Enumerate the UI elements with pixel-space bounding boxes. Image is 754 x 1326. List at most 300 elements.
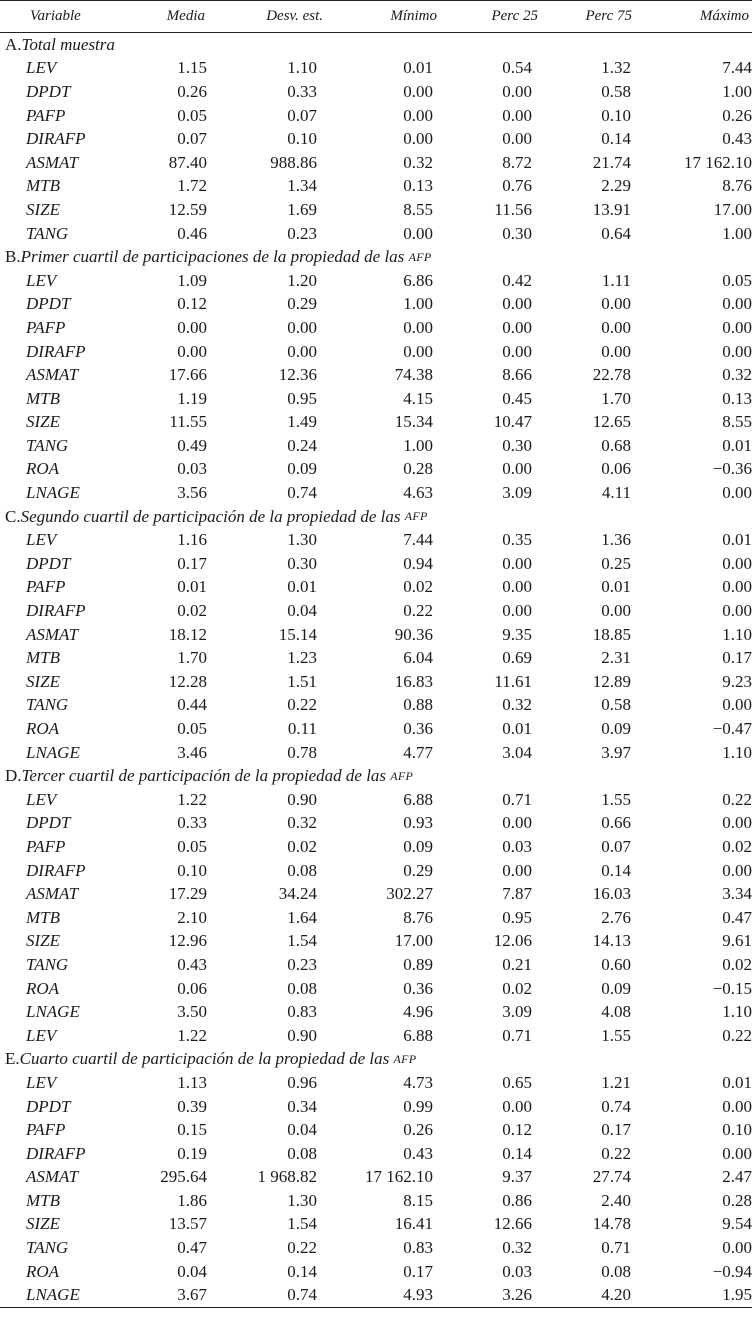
section-title-abbrev: AFP bbox=[404, 509, 428, 524]
header-desv-est: Desv. est. bbox=[266, 8, 323, 24]
cell-desv-est: 0.78 bbox=[287, 742, 317, 762]
cell-minimo: 4.63 bbox=[403, 483, 433, 503]
cell-variable: PAFP bbox=[26, 577, 66, 597]
cell-perc-25: 0.00 bbox=[502, 105, 532, 125]
cell-desv-est: 0.08 bbox=[287, 860, 317, 880]
cell-media: 1.86 bbox=[177, 1190, 207, 1210]
cell-desv-est: 0.74 bbox=[287, 483, 317, 503]
cell-desv-est: 1.10 bbox=[287, 58, 317, 78]
cell-variable: SIZE bbox=[26, 671, 60, 691]
cell-desv-est: 0.23 bbox=[287, 954, 317, 974]
cell-minimo: 4.73 bbox=[403, 1072, 433, 1092]
cell-variable: LNAGE bbox=[26, 1285, 80, 1305]
cell-maximo: 3.34 bbox=[722, 884, 752, 904]
cell-perc-25: 0.65 bbox=[502, 1072, 532, 1092]
table-row bbox=[0, 434, 752, 458]
cell-desv-est: 1 968.82 bbox=[257, 1167, 317, 1187]
cell-perc-75: 12.65 bbox=[592, 412, 631, 432]
cell-media: 0.00 bbox=[177, 341, 207, 361]
section-heading bbox=[0, 1048, 752, 1072]
cell-desv-est: 0.23 bbox=[287, 223, 317, 243]
header-row bbox=[0, 1, 752, 32]
cell-perc-25: 9.35 bbox=[502, 624, 532, 644]
cell-maximo: −0.15 bbox=[712, 978, 752, 998]
cell-perc-25: 0.12 bbox=[502, 1120, 532, 1140]
cell-maximo: 0.32 bbox=[722, 365, 752, 385]
cell-variable: ASMAT bbox=[26, 624, 79, 644]
cell-perc-75: 1.36 bbox=[601, 530, 631, 550]
cell-desv-est: 0.09 bbox=[287, 459, 317, 479]
section-title-abbrev: AFP bbox=[408, 249, 432, 264]
cell-perc-75: 1.55 bbox=[601, 789, 631, 809]
cell-maximo: −0.36 bbox=[712, 459, 752, 479]
cell-desv-est: 0.96 bbox=[287, 1072, 317, 1092]
table-row bbox=[0, 411, 752, 435]
cell-maximo: 1.95 bbox=[722, 1285, 752, 1305]
cell-minimo: 17.00 bbox=[394, 931, 433, 951]
cell-desv-est: 0.07 bbox=[287, 105, 317, 125]
cell-media: 0.01 bbox=[177, 577, 207, 597]
cell-maximo: 0.00 bbox=[722, 695, 752, 715]
cell-perc-75: 0.00 bbox=[601, 317, 631, 337]
section-letter: C. bbox=[5, 506, 21, 526]
cell-perc-25: 0.30 bbox=[502, 223, 532, 243]
cell-perc-75: 1.70 bbox=[601, 388, 631, 408]
cell-media: 1.19 bbox=[177, 388, 207, 408]
cell-variable: LNAGE bbox=[26, 742, 80, 762]
cell-perc-25: 0.76 bbox=[502, 176, 532, 196]
cell-desv-est: 0.08 bbox=[287, 978, 317, 998]
cell-minimo: 0.17 bbox=[403, 1261, 433, 1281]
cell-maximo: 0.00 bbox=[722, 601, 752, 621]
cell-maximo: 0.00 bbox=[722, 813, 752, 833]
cell-perc-75: 0.07 bbox=[601, 836, 631, 856]
cell-media: 3.67 bbox=[177, 1285, 207, 1305]
header-variable: Variable bbox=[30, 8, 81, 24]
cell-minimo: 0.28 bbox=[403, 459, 433, 479]
cell-minimo: 0.94 bbox=[403, 553, 433, 573]
cell-variable: SIZE bbox=[26, 199, 60, 219]
table-row bbox=[0, 812, 752, 836]
cell-perc-75: 0.60 bbox=[601, 954, 631, 974]
cell-media: 3.56 bbox=[177, 483, 207, 503]
cell-desv-est: 0.04 bbox=[287, 1120, 317, 1140]
cell-desv-est: 1.30 bbox=[287, 1190, 317, 1210]
table-row bbox=[0, 340, 752, 364]
cell-perc-25: 0.03 bbox=[502, 836, 532, 856]
cell-maximo: 0.00 bbox=[722, 483, 752, 503]
cell-minimo: 1.00 bbox=[403, 294, 433, 314]
cell-perc-75: 22.78 bbox=[592, 365, 631, 385]
table-row bbox=[0, 835, 752, 859]
table-row bbox=[0, 906, 752, 930]
cell-perc-25: 0.03 bbox=[502, 1261, 532, 1281]
section-title: Tercer cuartil de participación de la propiedad de las bbox=[21, 766, 391, 786]
table-row bbox=[0, 1213, 752, 1237]
table-body bbox=[0, 33, 752, 1307]
table-row bbox=[0, 198, 752, 222]
cell-variable: PAFP bbox=[26, 105, 66, 125]
cell-perc-25: 12.06 bbox=[493, 931, 532, 951]
cell-perc-25: 0.00 bbox=[502, 294, 532, 314]
table-row bbox=[0, 1095, 752, 1119]
cell-desv-est: 0.04 bbox=[287, 601, 317, 621]
cell-media: 0.44 bbox=[177, 695, 207, 715]
cell-variable: DPDT bbox=[26, 553, 71, 573]
cell-perc-75: 1.21 bbox=[601, 1072, 631, 1092]
cell-media: 0.17 bbox=[177, 553, 207, 573]
cell-variable: MTB bbox=[26, 176, 60, 196]
cell-maximo: 17.00 bbox=[713, 199, 752, 219]
table-row bbox=[0, 269, 752, 293]
cell-minimo: 0.00 bbox=[403, 129, 433, 149]
cell-desv-est: 0.14 bbox=[287, 1261, 317, 1281]
cell-minimo: 16.41 bbox=[394, 1214, 433, 1234]
cell-desv-est: 0.22 bbox=[287, 695, 317, 715]
cell-desv-est: 0.29 bbox=[287, 294, 317, 314]
cell-media: 0.47 bbox=[177, 1238, 207, 1258]
cell-media: 12.59 bbox=[168, 199, 207, 219]
cell-minimo: 0.36 bbox=[403, 978, 433, 998]
cell-media: 2.10 bbox=[177, 907, 207, 927]
cell-maximo: 1.00 bbox=[722, 81, 752, 101]
cell-maximo: 17 162.10 bbox=[684, 152, 752, 172]
table-row bbox=[0, 646, 752, 670]
cell-perc-75: 0.14 bbox=[601, 860, 631, 880]
cell-media: 12.28 bbox=[168, 671, 207, 691]
cell-variable: DIRAFP bbox=[26, 860, 86, 880]
cell-variable: LNAGE bbox=[26, 483, 80, 503]
table-row bbox=[0, 363, 752, 387]
cell-minimo: 0.29 bbox=[403, 860, 433, 880]
cell-perc-75: 2.40 bbox=[601, 1190, 631, 1210]
cell-desv-est: 1.30 bbox=[287, 530, 317, 550]
cell-minimo: 6.04 bbox=[403, 648, 433, 668]
table-row bbox=[0, 788, 752, 812]
cell-variable: SIZE bbox=[26, 412, 60, 432]
cell-media: 12.96 bbox=[168, 931, 207, 951]
cell-minimo: 8.15 bbox=[403, 1190, 433, 1210]
section-title: Primer cuartil de participaciones de la propiedad de las bbox=[20, 247, 409, 267]
cell-perc-25: 0.14 bbox=[502, 1143, 532, 1163]
cell-minimo: 0.43 bbox=[403, 1143, 433, 1163]
cell-variable: TANG bbox=[26, 223, 69, 243]
table-row bbox=[0, 717, 752, 741]
cell-perc-25: 0.00 bbox=[502, 860, 532, 880]
cell-perc-75: 2.31 bbox=[601, 648, 631, 668]
cell-minimo: 0.00 bbox=[403, 105, 433, 125]
cell-minimo: 4.93 bbox=[403, 1285, 433, 1305]
cell-minimo: 0.13 bbox=[403, 176, 433, 196]
cell-perc-25: 3.09 bbox=[502, 483, 532, 503]
cell-maximo: 0.00 bbox=[722, 1096, 752, 1116]
cell-media: 0.02 bbox=[177, 601, 207, 621]
cell-media: 13.57 bbox=[168, 1214, 207, 1234]
cell-desv-est: 0.02 bbox=[287, 836, 317, 856]
cell-minimo: 6.86 bbox=[403, 270, 433, 290]
table-row bbox=[0, 1189, 752, 1213]
cell-desv-est: 0.74 bbox=[287, 1285, 317, 1305]
cell-media: 0.05 bbox=[177, 105, 207, 125]
cell-media: 1.15 bbox=[177, 58, 207, 78]
cell-minimo: 4.77 bbox=[403, 742, 433, 762]
cell-perc-25: 0.69 bbox=[502, 648, 532, 668]
cell-perc-75: 2.76 bbox=[601, 907, 631, 927]
cell-perc-25: 0.00 bbox=[502, 341, 532, 361]
cell-maximo: 0.13 bbox=[722, 388, 752, 408]
section-heading bbox=[0, 505, 752, 529]
cell-perc-75: 14.78 bbox=[592, 1214, 631, 1234]
table-row bbox=[0, 623, 752, 647]
cell-maximo: 0.43 bbox=[722, 129, 752, 149]
cell-maximo: 1.10 bbox=[722, 742, 752, 762]
cell-minimo: 4.15 bbox=[403, 388, 433, 408]
cell-maximo: 0.00 bbox=[722, 1238, 752, 1258]
table-row bbox=[0, 1283, 752, 1307]
cell-perc-25: 0.01 bbox=[502, 719, 532, 739]
cell-perc-25: 0.42 bbox=[502, 270, 532, 290]
cell-desv-est: 0.95 bbox=[287, 388, 317, 408]
cell-perc-25: 9.37 bbox=[502, 1167, 532, 1187]
cell-media: 295.64 bbox=[160, 1167, 207, 1187]
cell-desv-est: 0.22 bbox=[287, 1238, 317, 1258]
section-heading bbox=[0, 33, 752, 57]
cell-minimo: 16.83 bbox=[394, 671, 433, 691]
cell-media: 0.06 bbox=[177, 978, 207, 998]
cell-minimo: 15.34 bbox=[394, 412, 433, 432]
cell-perc-25: 0.02 bbox=[502, 978, 532, 998]
cell-desv-est: 12.36 bbox=[278, 365, 317, 385]
cell-perc-25: 0.30 bbox=[502, 435, 532, 455]
cell-perc-75: 0.14 bbox=[601, 129, 631, 149]
header-media: Media bbox=[166, 8, 205, 24]
cell-maximo: 0.00 bbox=[722, 860, 752, 880]
cell-perc-75: 0.09 bbox=[601, 978, 631, 998]
cell-media: 0.03 bbox=[177, 459, 207, 479]
cell-media: 1.72 bbox=[177, 176, 207, 196]
table-row bbox=[0, 316, 752, 340]
cell-desv-est: 0.00 bbox=[287, 317, 317, 337]
cell-media: 0.15 bbox=[177, 1120, 207, 1140]
cell-desv-est: 1.34 bbox=[287, 176, 317, 196]
cell-variable: MTB bbox=[26, 388, 60, 408]
cell-media: 11.55 bbox=[169, 412, 207, 432]
cell-maximo: 0.00 bbox=[722, 341, 752, 361]
cell-variable: LEV bbox=[26, 530, 57, 550]
cell-variable: TANG bbox=[26, 695, 69, 715]
cell-desv-est: 0.30 bbox=[287, 553, 317, 573]
cell-perc-25: 3.09 bbox=[502, 1002, 532, 1022]
cell-perc-75: 14.13 bbox=[592, 931, 631, 951]
cell-maximo: −0.47 bbox=[712, 719, 752, 739]
cell-desv-est: 1.49 bbox=[287, 412, 317, 432]
cell-minimo: 90.36 bbox=[394, 624, 433, 644]
cell-variable: DIRAFP bbox=[26, 601, 86, 621]
cell-perc-75: 0.25 bbox=[601, 553, 631, 573]
cell-media: 0.04 bbox=[177, 1261, 207, 1281]
section-heading bbox=[0, 764, 752, 788]
cell-minimo: 0.88 bbox=[403, 695, 433, 715]
cell-media: 17.29 bbox=[168, 884, 207, 904]
cell-perc-25: 0.00 bbox=[502, 129, 532, 149]
cell-minimo: 0.09 bbox=[403, 836, 433, 856]
table-row bbox=[0, 387, 752, 411]
cell-variable: LEV bbox=[26, 1072, 57, 1092]
bottom-rule bbox=[0, 1307, 752, 1308]
cell-media: 1.16 bbox=[177, 530, 207, 550]
cell-minimo: 0.32 bbox=[403, 152, 433, 172]
table-row bbox=[0, 1236, 752, 1260]
cell-perc-75: 27.74 bbox=[592, 1167, 631, 1187]
cell-minimo: 0.22 bbox=[403, 601, 433, 621]
cell-perc-25: 0.32 bbox=[502, 695, 532, 715]
table-row bbox=[0, 670, 752, 694]
cell-perc-25: 0.32 bbox=[502, 1238, 532, 1258]
cell-maximo: 0.00 bbox=[722, 577, 752, 597]
cell-desv-est: 0.32 bbox=[287, 813, 317, 833]
cell-perc-75: 0.00 bbox=[601, 341, 631, 361]
cell-media: 0.05 bbox=[177, 836, 207, 856]
cell-media: 17.66 bbox=[168, 365, 207, 385]
section-heading bbox=[0, 245, 752, 269]
cell-media: 3.50 bbox=[177, 1002, 207, 1022]
cell-variable: LNAGE bbox=[26, 1002, 80, 1022]
cell-maximo: 8.76 bbox=[722, 176, 752, 196]
cell-maximo: 7.44 bbox=[722, 58, 752, 78]
cell-desv-est: 1.69 bbox=[287, 199, 317, 219]
cell-media: 1.09 bbox=[177, 270, 207, 290]
cell-media: 0.10 bbox=[177, 860, 207, 880]
cell-perc-75: 13.91 bbox=[592, 199, 631, 219]
cell-variable: LEV bbox=[26, 1025, 57, 1045]
table-row bbox=[0, 953, 752, 977]
cell-perc-25: 0.86 bbox=[502, 1190, 532, 1210]
table-row bbox=[0, 977, 752, 1001]
cell-perc-75: 4.08 bbox=[601, 1002, 631, 1022]
cell-perc-75: 16.03 bbox=[592, 884, 631, 904]
cell-minimo: 0.00 bbox=[403, 223, 433, 243]
cell-perc-25: 0.00 bbox=[502, 459, 532, 479]
cell-desv-est: 1.54 bbox=[287, 931, 317, 951]
cell-desv-est: 1.20 bbox=[287, 270, 317, 290]
cell-maximo: 0.00 bbox=[722, 1143, 752, 1163]
cell-perc-25: 10.47 bbox=[493, 412, 532, 432]
cell-variable: TANG bbox=[26, 435, 69, 455]
cell-minimo: 0.00 bbox=[403, 341, 433, 361]
cell-perc-75: 2.29 bbox=[601, 176, 631, 196]
table-row bbox=[0, 694, 752, 718]
cell-perc-25: 0.00 bbox=[502, 553, 532, 573]
cell-perc-25: 11.61 bbox=[494, 671, 532, 691]
cell-variable: DPDT bbox=[26, 1096, 71, 1116]
cell-minimo: 6.88 bbox=[403, 789, 433, 809]
cell-perc-75: 0.66 bbox=[601, 813, 631, 833]
cell-perc-25: 0.00 bbox=[502, 577, 532, 597]
section-letter: B. bbox=[5, 247, 21, 267]
cell-perc-25: 12.66 bbox=[493, 1214, 532, 1234]
cell-variable: TANG bbox=[26, 954, 69, 974]
cell-media: 0.07 bbox=[177, 129, 207, 149]
table-row bbox=[0, 151, 752, 175]
cell-perc-25: 0.00 bbox=[502, 601, 532, 621]
cell-maximo: 0.02 bbox=[722, 954, 752, 974]
cell-desv-est: 15.14 bbox=[278, 624, 317, 644]
cell-variable: ROA bbox=[26, 978, 60, 998]
header-perc-25: Perc 25 bbox=[491, 8, 538, 24]
cell-perc-75: 0.58 bbox=[601, 695, 631, 715]
cell-desv-est: 0.90 bbox=[287, 1025, 317, 1045]
table-row bbox=[0, 882, 752, 906]
cell-media: 0.12 bbox=[177, 294, 207, 314]
cell-media: 1.22 bbox=[177, 1025, 207, 1045]
cell-maximo: 0.01 bbox=[722, 1072, 752, 1092]
cell-media: 0.43 bbox=[177, 954, 207, 974]
cell-perc-75: 3.97 bbox=[601, 742, 631, 762]
cell-perc-25: 8.66 bbox=[502, 365, 532, 385]
cell-media: 0.49 bbox=[177, 435, 207, 455]
table-row bbox=[0, 222, 752, 246]
cell-perc-75: 4.20 bbox=[601, 1285, 631, 1305]
cell-maximo: 0.26 bbox=[722, 105, 752, 125]
cell-desv-est: 0.90 bbox=[287, 789, 317, 809]
cell-variable: MTB bbox=[26, 1190, 60, 1210]
cell-maximo: −0.94 bbox=[712, 1261, 752, 1281]
cell-maximo: 0.02 bbox=[722, 836, 752, 856]
cell-perc-75: 0.68 bbox=[601, 435, 631, 455]
cell-variable: DIRAFP bbox=[26, 341, 86, 361]
cell-perc-25: 0.45 bbox=[502, 388, 532, 408]
header-minimo: Mínimo bbox=[390, 8, 437, 24]
section-title: Cuarto cuartil de participación de la propiedad de las bbox=[19, 1049, 394, 1069]
cell-perc-75: 0.10 bbox=[601, 105, 631, 125]
cell-maximo: 9.54 bbox=[722, 1214, 752, 1234]
cell-perc-75: 1.55 bbox=[601, 1025, 631, 1045]
cell-variable: PAFP bbox=[26, 1120, 66, 1140]
cell-perc-75: 0.58 bbox=[601, 81, 631, 101]
table-row bbox=[0, 859, 752, 883]
cell-perc-25: 7.87 bbox=[502, 884, 532, 904]
cell-variable: ROA bbox=[26, 1261, 60, 1281]
table-row bbox=[0, 57, 752, 81]
cell-maximo: 8.55 bbox=[722, 412, 752, 432]
cell-maximo: 0.00 bbox=[722, 553, 752, 573]
cell-perc-75: 12.89 bbox=[592, 671, 631, 691]
table-row bbox=[0, 80, 752, 104]
cell-perc-25: 3.26 bbox=[502, 1285, 532, 1305]
cell-variable: ASMAT bbox=[26, 884, 79, 904]
cell-minimo: 0.02 bbox=[403, 577, 433, 597]
cell-media: 3.46 bbox=[177, 742, 207, 762]
cell-minimo: 74.38 bbox=[394, 365, 433, 385]
cell-perc-25: 8.72 bbox=[502, 152, 532, 172]
cell-variable: DPDT bbox=[26, 81, 71, 101]
cell-perc-25: 0.00 bbox=[502, 813, 532, 833]
table-row bbox=[0, 481, 752, 505]
table-row bbox=[0, 1142, 752, 1166]
table-row bbox=[0, 1260, 752, 1284]
table-row bbox=[0, 741, 752, 765]
cell-variable: TANG bbox=[26, 1238, 69, 1258]
cell-desv-est: 0.00 bbox=[287, 341, 317, 361]
cell-variable: DPDT bbox=[26, 294, 71, 314]
cell-perc-25: 0.95 bbox=[502, 907, 532, 927]
cell-variable: ROA bbox=[26, 459, 60, 479]
cell-minimo: 17 162.10 bbox=[365, 1167, 433, 1187]
cell-perc-75: 0.00 bbox=[601, 294, 631, 314]
cell-maximo: 0.17 bbox=[722, 648, 752, 668]
cell-desv-est: 1.64 bbox=[287, 907, 317, 927]
cell-perc-25: 0.35 bbox=[502, 530, 532, 550]
